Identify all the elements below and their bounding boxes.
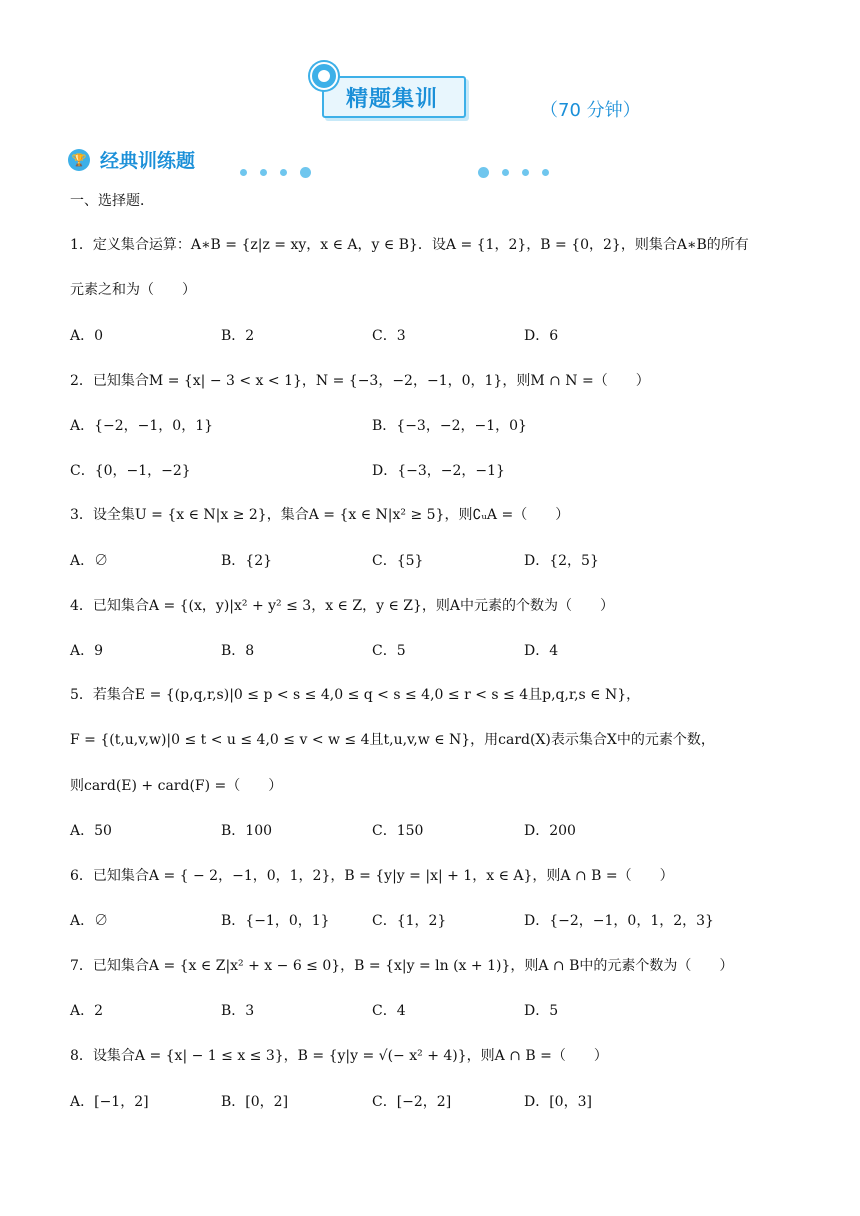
question-7-option-c: C．4 <box>372 1003 406 1019</box>
question-5-option-d: D．200 <box>524 823 576 839</box>
question-8-option-b: B．[0，2] <box>221 1094 289 1110</box>
question-2-option-d: D．{−3，−2，−1} <box>372 463 505 479</box>
question-5-line-1: 5．若集合E = {(p,q,r,s)|0 ≤ p < s ≤ 4,0 ≤ q < s ≤ 4,0 ≤ r < s ≤ 4且p,q,r,s ∈ N}， <box>70 687 641 703</box>
question-2-option-b: B．{−3，−2，−1，0} <box>372 418 527 434</box>
page-title: 精题集训 <box>346 87 439 112</box>
question-5-line-3: 则card(E) + card(F) =（ ） <box>70 778 283 794</box>
question-4-option-b: B．8 <box>221 643 255 659</box>
question-3-option-a: A．∅ <box>70 553 109 569</box>
question-1-line-1: 1．定义集合运算：A∗B = {z|z = xy，x ∈ A，y ∈ B}．设A = {1，2}，B = {0，2}，则集合A∗B的所有 <box>70 237 749 253</box>
question-5-option-c: C．150 <box>372 823 424 839</box>
alarm-clock-icon <box>310 62 338 90</box>
question-3-option-d: D．{2，5} <box>524 553 599 569</box>
question-1-option-c: C．3 <box>372 328 406 344</box>
question-6-option-a: A．∅ <box>70 913 109 929</box>
question-5-option-b: B．100 <box>221 823 273 839</box>
question-6-option-d: D．{−2，−1，0，1，2，3} <box>524 913 714 929</box>
question-1-option-a: A．0 <box>70 328 104 344</box>
question-1-line-2: 元素之和为（ ） <box>70 282 196 298</box>
question-2-option-c: C．{0，−1，−2} <box>70 463 191 479</box>
header-banner <box>240 66 660 126</box>
question-5-option-a: A．50 <box>70 823 112 839</box>
question-7-line-1: 7．已知集合A = {x ∈ Z|x² + x − 6 ≤ 0}，B = {x|y = ln (x + 1)}，则A ∩ B中的元素个数为（ ） <box>70 958 734 974</box>
question-5-line-2: F = {(t,u,v,w)|0 ≤ t < u ≤ 4,0 ≤ v < w ≤ 4且t,u,v,w ∈ N}，用card(X)表示集合X中的元素个数， <box>70 732 715 748</box>
question-8-option-a: A．[−1，2] <box>70 1094 149 1110</box>
question-3-option-b: B．{2} <box>221 553 273 569</box>
question-8-option-c: C．[−2，2] <box>372 1094 452 1110</box>
question-2-line-1: 2．已知集合M = {x| − 3 < x < 1}，N = {−3，−2，−1，0，1}，则M ∩ N =（ ） <box>70 373 650 389</box>
question-3-option-c: C．{5} <box>372 553 424 569</box>
trophy-icon: 🏆 <box>68 149 90 171</box>
question-7-option-b: B．3 <box>221 1003 255 1019</box>
question-4-option-a: A．9 <box>70 643 104 659</box>
question-7-option-a: A．2 <box>70 1003 104 1019</box>
question-4-line-1: 4．已知集合A = {(x，y)|x² + y² ≤ 3，x ∈ Z，y ∈ Z}，则A中元素的个数为（ ） <box>70 598 615 614</box>
decorative-dots-left <box>240 169 311 178</box>
question-8-option-d: D．[0，3] <box>524 1094 592 1110</box>
question-8-line-1: 8．设集合A = {x| − 1 ≤ x ≤ 3}，B = {y|y = √(− x² + 4)}，则A ∩ B =（ ） <box>70 1048 608 1064</box>
question-6-option-c: C．{1，2} <box>372 913 447 929</box>
question-4-option-c: C．5 <box>372 643 406 659</box>
duration-label: （70 分钟） <box>540 100 641 121</box>
question-3-line-1: 3．设全集U = {x ∈ N|x ≥ 2}，集合A = {x ∈ N|x² ≥ 5}，则∁ᵤA =（ ） <box>70 507 570 523</box>
question-6-option-b: B．{−1，0，1} <box>221 913 330 929</box>
question-1-option-d: D．6 <box>524 328 559 344</box>
question-6-line-1: 6．已知集合A = { − 2，−1，0，1，2}，B = {y|y = |x| + 1，x ∈ A}，则A ∩ B =（ ） <box>70 868 674 884</box>
question-4-option-d: D．4 <box>524 643 559 659</box>
question-2-option-a: A．{−2，−1，0，1} <box>70 418 214 434</box>
question-7-option-d: D．5 <box>524 1003 559 1019</box>
title-box <box>322 76 466 118</box>
part-heading: 一、选择题． <box>70 193 154 209</box>
question-1-option-b: B．2 <box>221 328 255 344</box>
section-title: 经典训练题 <box>100 150 196 172</box>
decorative-dots-right <box>478 169 549 178</box>
section-header <box>68 146 195 173</box>
